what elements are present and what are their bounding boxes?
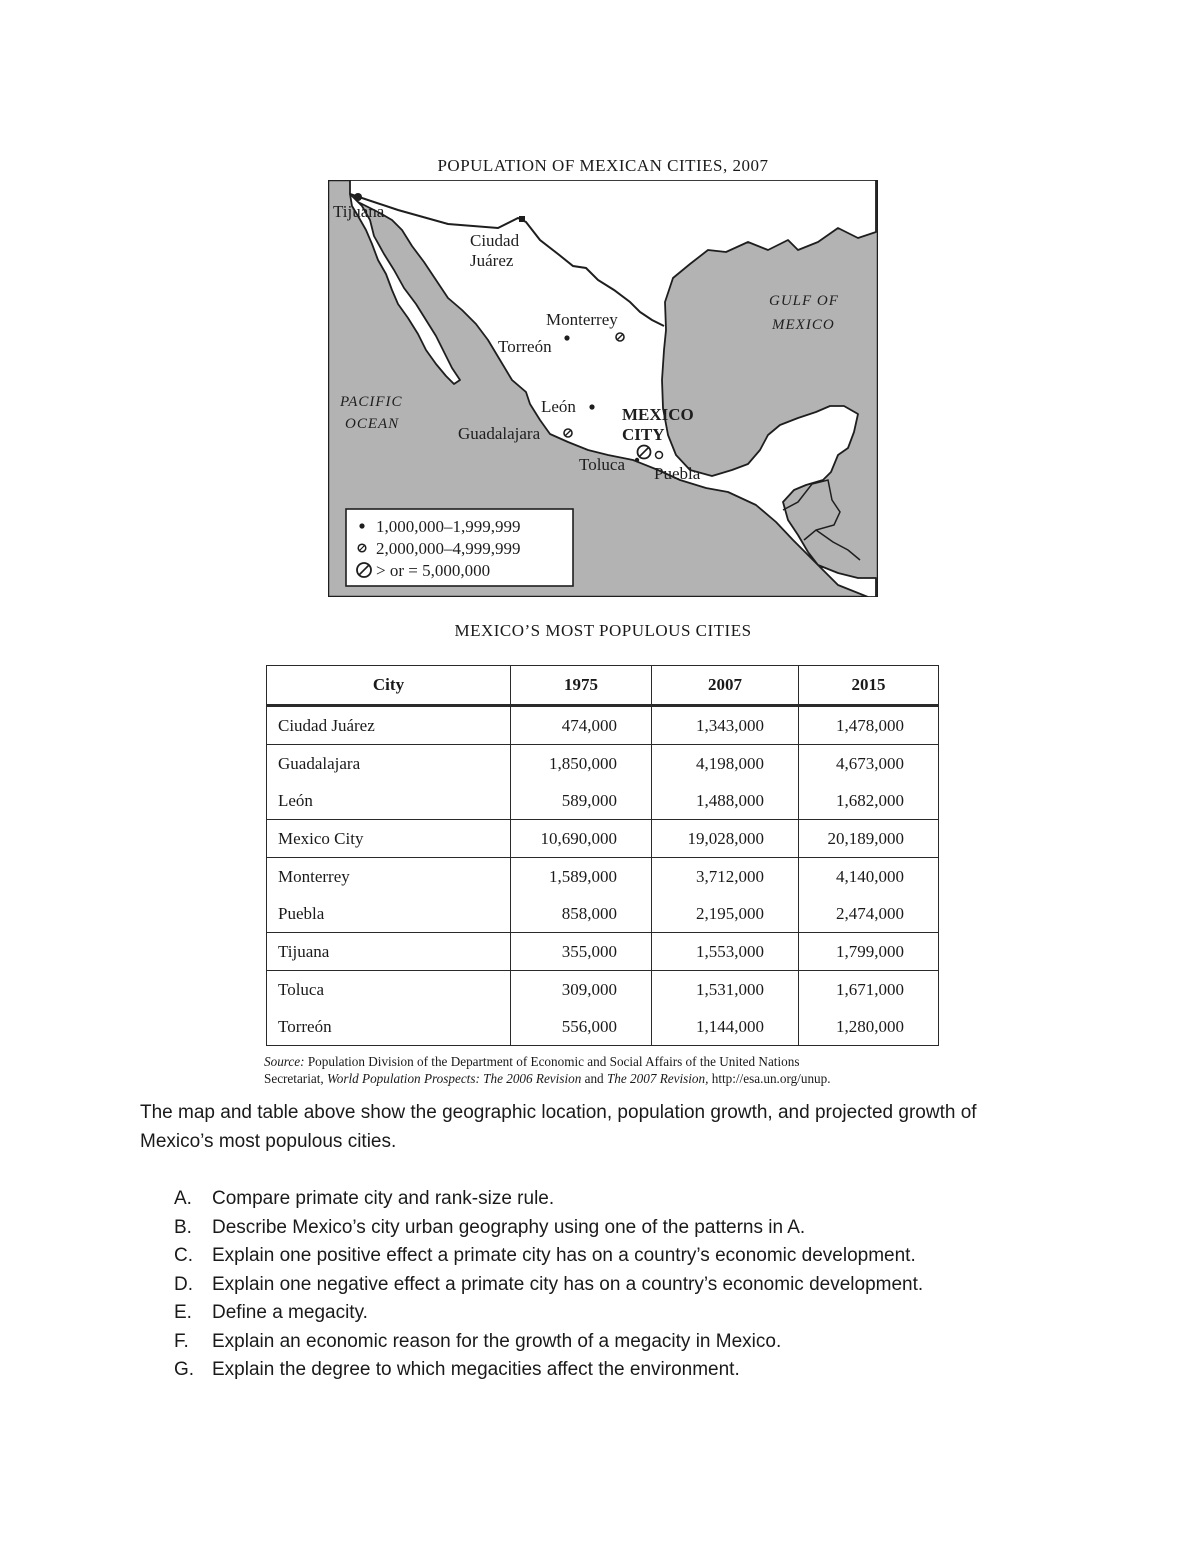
label-pacific-2: OCEAN	[345, 416, 400, 432]
mexico-map	[328, 180, 878, 597]
question-letter: A.	[174, 1188, 192, 1209]
intro-paragraph: The map and table above show the geographic location, population growth, and projected growth of Mexico’s most populous cities.	[140, 1102, 977, 1152]
map-legend	[346, 509, 573, 586]
cell-2007: 1,144,000	[652, 1008, 799, 1046]
label-ciudad: Ciudad	[470, 231, 520, 250]
table-row	[267, 820, 939, 858]
cell-1975: 1,589,000	[511, 858, 652, 896]
list-item	[174, 1299, 923, 1328]
cell-1975: 1,850,000	[511, 745, 652, 783]
question-text: Compare primate city and rank-size rule.	[212, 1188, 555, 1209]
source-title-2: The 2007 Revision,	[606, 1071, 709, 1086]
table-title: MEXICO’S MOST POPULOUS CITIES	[454, 621, 752, 640]
cell-city: Guadalajara	[267, 745, 511, 783]
list-item	[174, 1242, 923, 1271]
cell-2015: 1,799,000	[799, 933, 939, 971]
col-header-2015: 2015	[799, 666, 939, 706]
label-pacific-1: PACIFIC	[340, 394, 403, 410]
question-letter: C.	[174, 1245, 193, 1266]
cell-1975: 474,000	[511, 706, 652, 745]
cell-2007: 1,553,000	[652, 933, 799, 971]
cell-2007: 1,531,000	[652, 971, 799, 1009]
source-text-1: Population Division of the Department of Economic and Social Affairs of the United Nations	[304, 1054, 800, 1069]
question-text: Explain the degree to which megacities affect the environment.	[212, 1359, 740, 1380]
question-text: Explain one negative effect a primate city has on a country’s economic development.	[212, 1273, 924, 1295]
question-letter: B.	[174, 1216, 192, 1238]
question-text: Describe Mexico’s city urban geography using one of the patterns in A.	[212, 1216, 806, 1238]
label-leon: León	[541, 397, 576, 416]
list-item	[174, 1214, 923, 1243]
table-header-row	[267, 666, 939, 706]
cell-city: León	[267, 782, 511, 820]
table-row	[267, 971, 939, 1009]
tijuana-marker	[354, 193, 362, 201]
label-gulf-1: GULF OF	[769, 293, 839, 309]
label-city: CITY	[622, 425, 665, 444]
table-source	[264, 1053, 944, 1087]
cell-2015: 1,682,000	[799, 782, 939, 820]
table-row	[267, 782, 939, 820]
list-item	[174, 1185, 923, 1214]
list-item	[174, 1356, 923, 1385]
label-monterrey: Monterrey	[546, 310, 618, 329]
table-row	[267, 933, 939, 971]
list-item	[174, 1328, 923, 1357]
table-row	[267, 895, 939, 933]
label-puebla: Puebla	[654, 464, 701, 483]
source-text-2: Secretariat,	[264, 1071, 327, 1086]
cell-2015: 1,478,000	[799, 706, 939, 745]
source-title-1: World Population Prospects: The 2006 Revision	[326, 1071, 582, 1086]
label-juarez: Juárez	[470, 251, 514, 270]
legend-large-label: > or = 5,000,000	[376, 561, 491, 580]
cell-2007: 1,343,000	[652, 706, 799, 745]
toluca-marker	[635, 458, 639, 462]
cell-2007: 3,712,000	[652, 858, 799, 896]
ciudad-juarez-marker	[519, 216, 525, 222]
list-item	[174, 1271, 923, 1300]
question-text: Explain an economic reason for the growth of a megacity in Mexico.	[212, 1330, 782, 1352]
question-text: Define a megacity.	[212, 1302, 368, 1323]
cell-1975: 309,000	[511, 971, 652, 1009]
cell-2015: 20,189,000	[799, 820, 939, 858]
source-and: and	[581, 1071, 607, 1086]
label-guadalajara: Guadalajara	[458, 424, 541, 443]
question-text: Explain one positive effect a primate city has on a country’s economic development.	[212, 1245, 916, 1266]
cell-city: Tijuana	[267, 933, 511, 971]
cell-2007: 19,028,000	[652, 820, 799, 858]
cell-1975: 858,000	[511, 895, 652, 933]
legend-small-icon	[359, 523, 364, 528]
cell-2015: 4,673,000	[799, 745, 939, 783]
question-letter: F.	[174, 1330, 189, 1352]
cell-city: Ciudad Juárez	[267, 706, 511, 745]
label-torreon: Torreón	[498, 337, 552, 356]
label-tijuana: Tijuana	[333, 202, 385, 221]
table-row	[267, 745, 939, 783]
question-list	[174, 1185, 923, 1385]
cell-city: Toluca	[267, 971, 511, 1009]
cell-city: Puebla	[267, 895, 511, 933]
label-toluca: Toluca	[579, 455, 626, 474]
cell-2015: 1,280,000	[799, 1008, 939, 1046]
col-header-2007: 2007	[652, 666, 799, 706]
table-row	[267, 1008, 939, 1046]
table-row	[267, 706, 939, 745]
puebla-marker	[656, 452, 663, 459]
legend-small-label: 1,000,000–1,999,999	[376, 517, 521, 536]
population-table	[266, 665, 939, 1046]
map-title: POPULATION OF MEXICAN CITIES, 2007	[437, 156, 769, 175]
cell-2015: 2,474,000	[799, 895, 939, 933]
question-letter: E.	[174, 1302, 192, 1323]
label-gulf-2: MEXICO	[772, 317, 835, 333]
col-header-city: City	[267, 666, 511, 706]
torreon-marker	[564, 335, 569, 340]
legend-medium-label: 2,000,000–4,999,999	[376, 539, 521, 558]
cell-1975: 589,000	[511, 782, 652, 820]
source-url: http://esa.un.org/unup.	[708, 1071, 831, 1086]
cell-2015: 4,140,000	[799, 858, 939, 896]
cell-2007: 4,198,000	[652, 745, 799, 783]
cell-2015: 1,671,000	[799, 971, 939, 1009]
col-header-1975: 1975	[511, 666, 652, 706]
table-row	[267, 858, 939, 896]
cell-city: Mexico City	[267, 820, 511, 858]
question-letter: D.	[174, 1273, 193, 1295]
leon-marker	[589, 404, 594, 409]
cell-2007: 1,488,000	[652, 782, 799, 820]
question-letter: G.	[174, 1359, 195, 1380]
source-label: Source:	[264, 1054, 305, 1069]
cell-1975: 10,690,000	[511, 820, 652, 858]
cell-2007: 2,195,000	[652, 895, 799, 933]
cell-1975: 355,000	[511, 933, 652, 971]
cell-city: Torreón	[267, 1008, 511, 1046]
cell-city: Monterrey	[267, 858, 511, 896]
label-mexico: MEXICO	[622, 405, 694, 424]
cell-1975: 556,000	[511, 1008, 652, 1046]
